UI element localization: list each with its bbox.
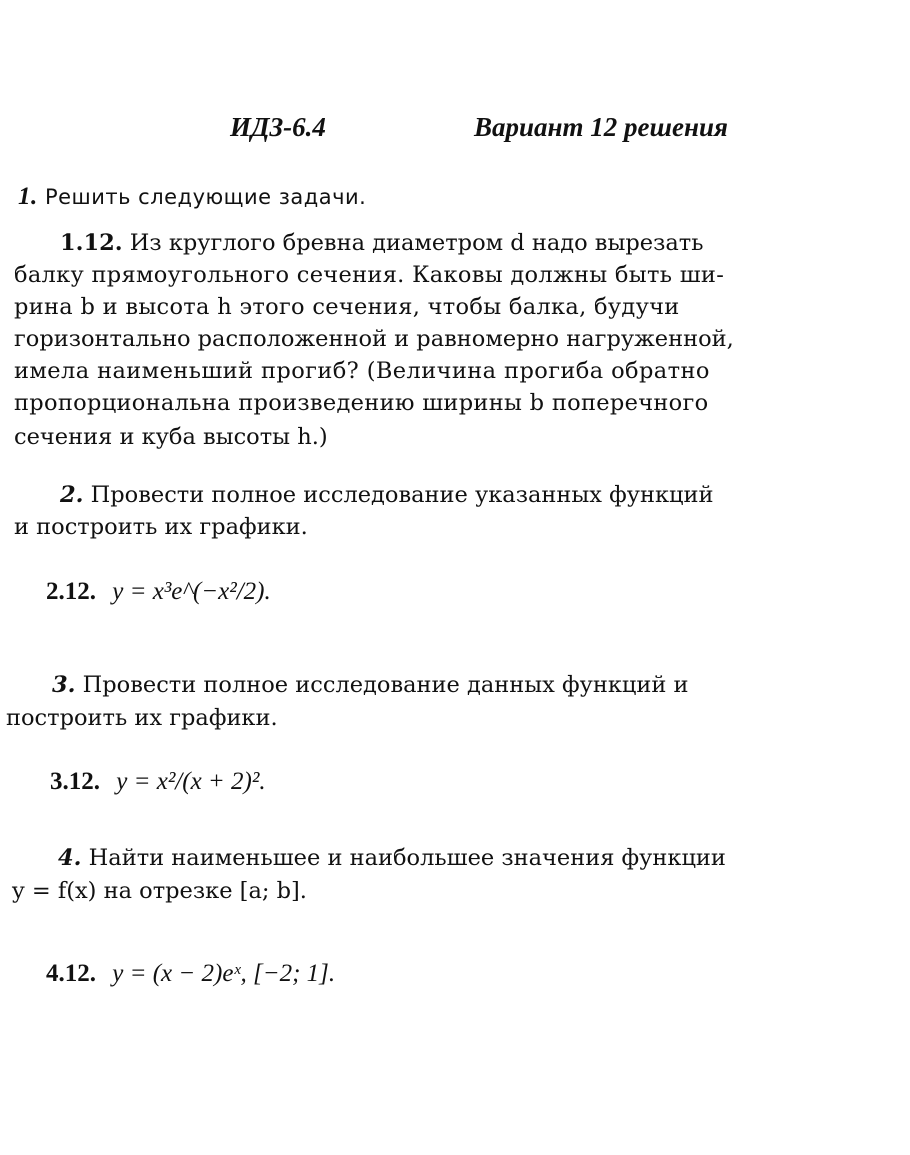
problem-2-12-number: 2.12.: [46, 578, 96, 605]
task4-text: Найти наименьшее и наибольшее значения функции: [88, 845, 726, 871]
variant-title: Вариант 12 решения: [474, 112, 728, 142]
task1-line-4: горизонтально расположенной и равномерно нагруженной,: [14, 326, 734, 352]
task3-text: Провести полное исследование данных функций и: [82, 672, 689, 698]
task1-text-line: Из круглого бревна диаметром d надо вырезать: [129, 230, 704, 256]
task3-number: 3.: [52, 672, 76, 698]
formula-2-12: y = x³e^(−x²/2).: [112, 578, 271, 605]
task4-number: 4.: [58, 845, 82, 871]
task2-line-2: и построить их графики.: [14, 514, 308, 540]
task2-number: 2.: [60, 482, 84, 508]
task4-line-1: [58, 845, 726, 871]
task4-formula-row: [46, 960, 335, 988]
task1-title: Решить следующие задачи.: [44, 185, 367, 209]
task1-line-2: балку прямоугольного сечения. Каковы должны быть ши-: [14, 262, 725, 288]
task3-line-1: [52, 672, 689, 698]
task1-line-7: сечения и куба высоты h.): [14, 424, 328, 450]
task1-line-5: имела наименьший прогиб? (Величина прогиба обратно: [14, 358, 710, 384]
problem-4-12-number: 4.12.: [46, 960, 96, 987]
task3-line-2: построить их графики.: [6, 705, 278, 731]
task3-formula-row: [50, 768, 266, 796]
task1-line-3: рина b и высота h этого сечения, чтобы балка, будучи: [14, 294, 680, 320]
formula-3-12: y = x²/(x + 2)².: [116, 768, 266, 795]
task1-line-6: пропорциональна произведению ширины b поперечного: [14, 390, 709, 416]
formula-4-12: y = (x − 2)eˣ, [−2; 1].: [112, 960, 336, 987]
task1-line-1: [60, 230, 703, 256]
task2-line-1: [60, 482, 714, 508]
task1-number: 1.: [18, 183, 38, 210]
doc-code: ИДЗ-6.4: [230, 112, 326, 142]
task4-line-2: y = f(x) на отрезке [a; b].: [12, 878, 307, 904]
task1-heading: [18, 183, 366, 211]
task2-text: Провести полное исследование указанных функций: [90, 482, 714, 508]
problem-3-12-number: 3.12.: [50, 768, 100, 795]
task2-formula-row: [46, 578, 271, 606]
problem-1-12-number: 1.12.: [60, 230, 123, 256]
